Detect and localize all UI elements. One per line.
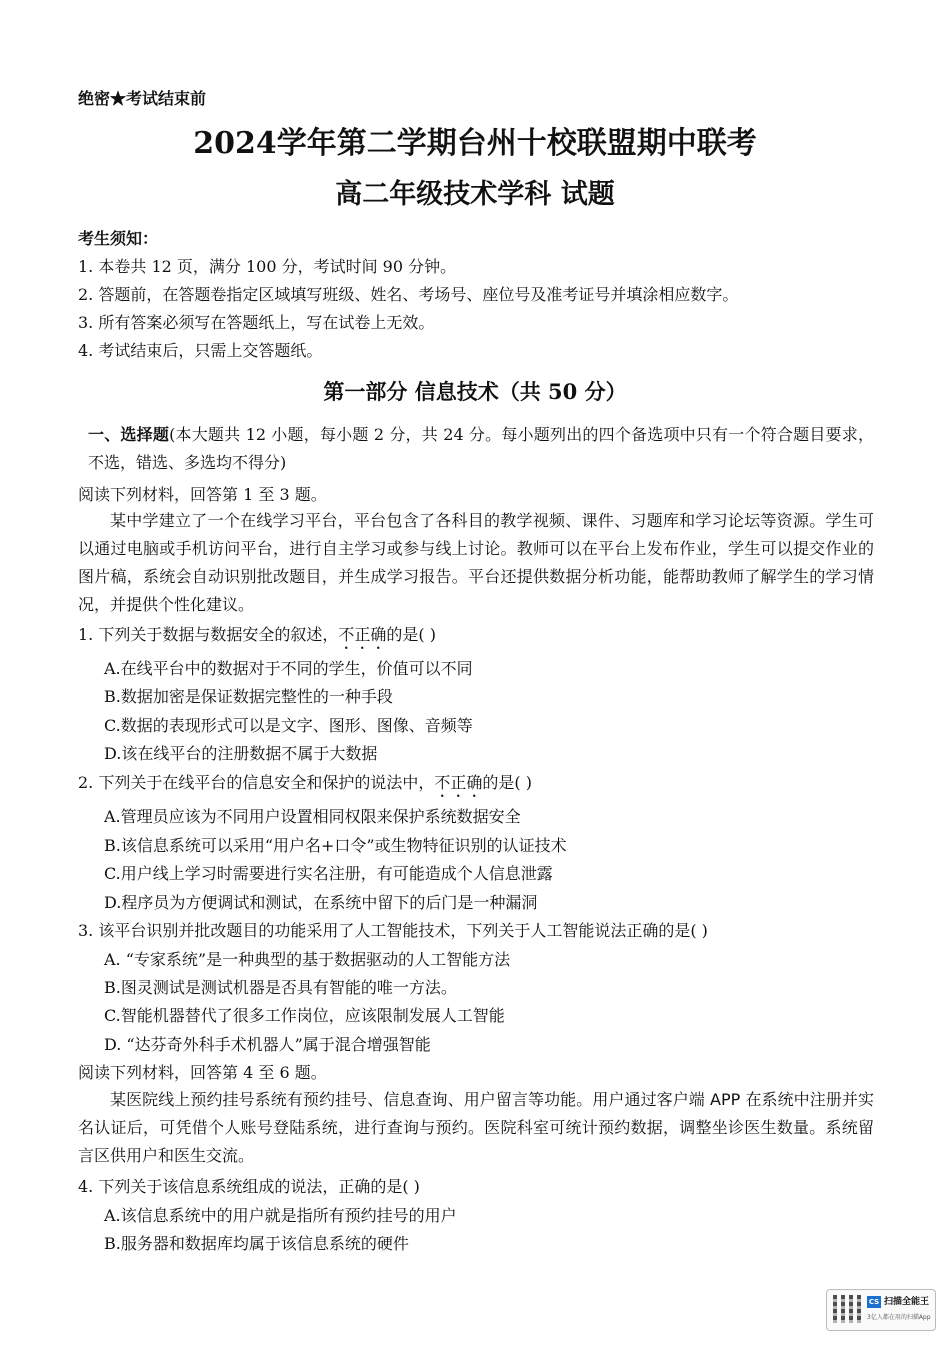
part-heading	[88, 421, 874, 477]
exam-subtitle: 高二年级技术学科 试题	[335, 179, 615, 210]
option-b: B.该信息系统可以采用“用户名+口令”或生物特征识别的认证技术	[104, 836, 567, 855]
option-b: B.服务器和数据库均属于该信息系统的硬件	[104, 1234, 409, 1253]
secret-label: 绝密★考试结束前	[78, 89, 207, 108]
option-d: D.程序员为方便调试和测试，在系统中留下的后门是一种漏洞	[104, 893, 538, 912]
question-2	[78, 770, 532, 801]
notice-item: 4. 考试结束后，只需上交答题纸。	[78, 341, 323, 360]
option-d: D. “达芬奇外科手术机器人”属于混合增强智能	[104, 1035, 431, 1054]
option-a: A. “专家系统”是一种典型的基于数据驱动的人工智能方法	[104, 950, 511, 969]
qr-code-icon	[833, 1295, 861, 1323]
option-c: C.智能机器替代了很多工作岗位，应该限制发展人工智能	[104, 1006, 505, 1025]
option-a: A.在线平台中的数据对于不同的学生，价值可以不同	[104, 659, 473, 678]
option-c: C.用户线上学习时需要进行实名注册，有可能造成个人信息泄露	[104, 864, 553, 883]
question-1	[78, 622, 436, 653]
scanner-watermark	[826, 1289, 936, 1331]
question-2-emphasis: 不正确	[434, 773, 483, 792]
section-title: 第一部分 信息技术（共 50 分）	[323, 379, 627, 404]
question-4: 4. 下列关于该信息系统组成的说法，正确的是( )	[78, 1177, 420, 1196]
notice-item: 1. 本卷共 12 页，满分 100 分，考试时间 90 分钟。	[78, 257, 457, 276]
part-heading-bold: 一、选择题	[88, 425, 170, 444]
notice-item: 3. 所有答案必须写在答题纸上，写在试卷上无效。	[78, 313, 435, 332]
watermark-subtitle: 3亿人都在用的扫描App	[867, 1314, 931, 1321]
option-d: D.该在线平台的注册数据不属于大数据	[104, 744, 378, 763]
option-b: B.数据加密是保证数据完整性的一种手段	[104, 687, 393, 706]
option-b: B.图灵测试是测试机器是否具有智能的唯一方法。	[104, 978, 457, 997]
question-1-suffix: 的是( )	[386, 625, 436, 644]
reading-instruction: 阅读下列材料，回答第 1 至 3 题。	[78, 485, 327, 504]
option-c: C.数据的表现形式可以是文字、图形、图像、音频等	[104, 716, 473, 735]
question-2-prefix: 2. 下列关于在线平台的信息安全和保护的说法中，	[78, 773, 435, 792]
watermark-title: 扫描全能王	[884, 1297, 930, 1307]
notice-heading: 考生须知：	[78, 229, 159, 248]
reading-instruction: 阅读下列材料，回答第 4 至 6 题。	[78, 1063, 327, 1082]
question-1-emphasis: 不正确	[338, 625, 387, 644]
option-a: A.该信息系统中的用户就是指所有预约挂号的用户	[104, 1206, 457, 1225]
material-paragraph: 某医院线上预约挂号系统有预约挂号、信息查询、用户留言等功能。用户通过客户端 APP 在系统中注册并实名认证后，可凭借个人账号登陆系统，进行查询与预约。医院科室可统计预约数据，调整坐诊医生数量。系统留言区供用户和医生交流。	[78, 1090, 874, 1165]
material-paragraph: 某中学建立了一个在线学习平台，平台包含了各科目的教学视频、课件、习题库和学习论坛等资源。学生可以通过电脑或手机访问平台，进行自主学习或参与线上讨论。教师可以在平台上发布作业，学生可以提交作业的图片稿，系统会自动识别批改题目，并生成学习报告。平台还提供数据分析功能，能帮助教师了解学生的学习情况，并提供个性化建议。	[78, 511, 874, 614]
question-3: 3. 该平台识别并批改题目的功能采用了人工智能技术，下列关于人工智能说法正确的是( )	[78, 921, 708, 940]
notice-item: 2. 答题前，在答题卷指定区域填写班级、姓名、考场号、座位号及准考证号并填涂相应数字。	[78, 285, 739, 304]
question-2-suffix: 的是( )	[482, 773, 532, 792]
question-1-prefix: 1. 下列关于数据与数据安全的叙述，	[78, 625, 339, 644]
exam-title: 2024学年第二学期台州十校联盟期中联考	[193, 126, 757, 161]
camscanner-logo-icon: CS	[868, 1298, 880, 1306]
option-a: A.管理员应该为不同用户设置相同权限来保护系统数据安全	[104, 807, 521, 826]
part-heading-rest: (本大题共 12 小题，每小题 2 分，共 24 分。每小题列出的四个备选项中只有一个符合题目要求，不选，错选、多选均不得分)	[88, 425, 874, 472]
